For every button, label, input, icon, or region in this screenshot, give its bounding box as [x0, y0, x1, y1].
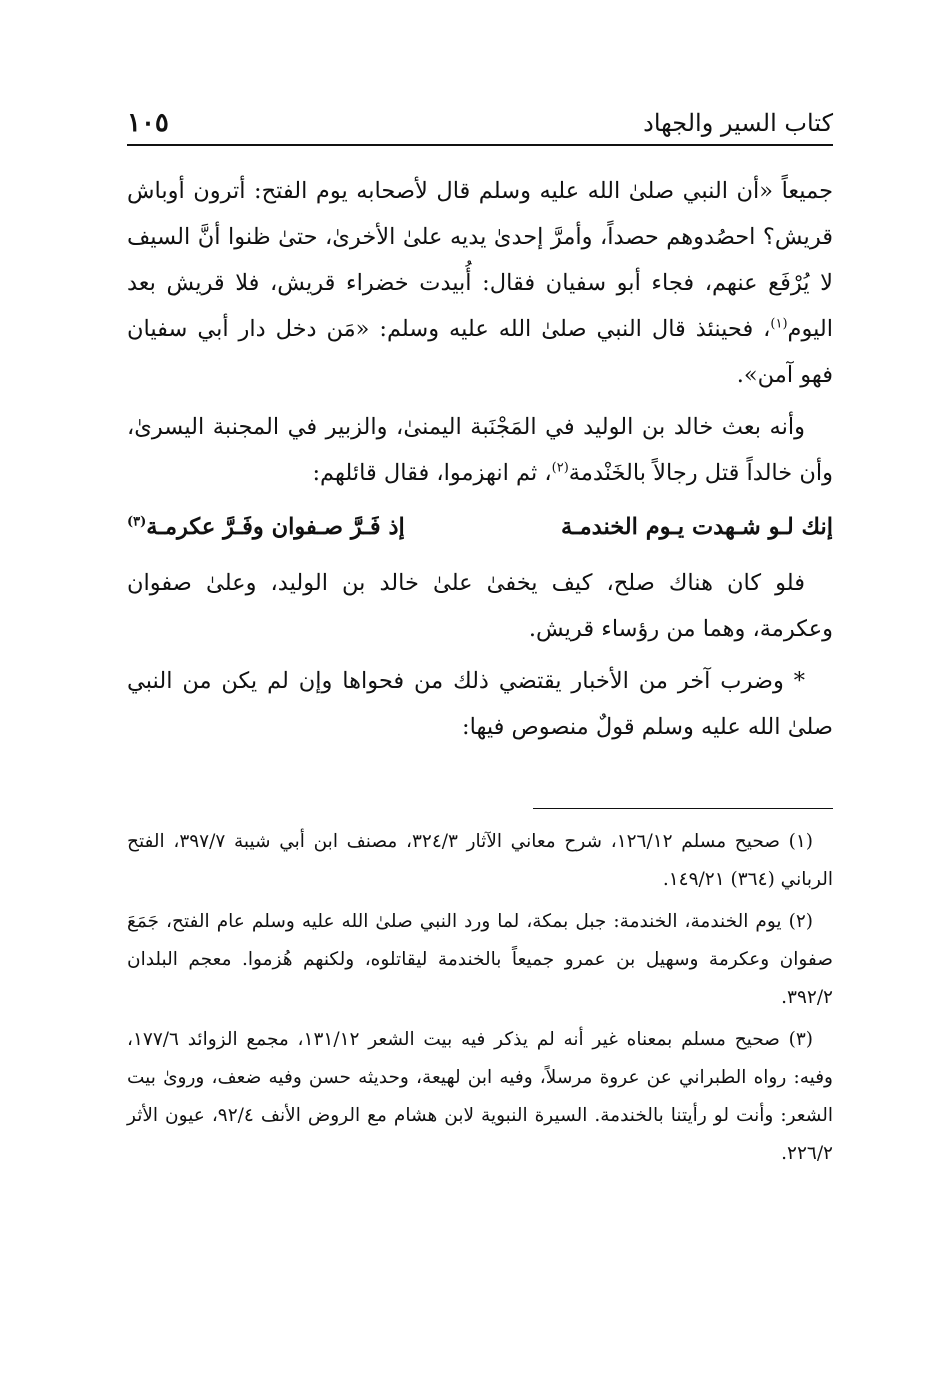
footnote: (١) صحيح مسلم ١٢٦/١٢، شرح معاني الآثار ٣٢٤/٣، مصنف ابن أبي شيبة ٣٩٧/٧، الفتح الرباني (٣٦٤) ١٤٩/٢١.: [127, 831, 833, 890]
paragraph: [127, 168, 833, 398]
verse-first-hemistich: إنك لـو شـهدت يـوم الخندمـة: [560, 514, 833, 540]
page-header: [127, 96, 833, 146]
footnote-reference: (٣): [127, 514, 147, 530]
footnote: (٢) يوم الخندمة، الخندمة: جبل بمكة، لما ورد النبي صلىٰ الله عليه وسلم عام الفتح، جَمَعَ صفوان وعكرمة وسهيل بن عمرو جميعاً بالخندمة ليقاتلوه، ولكنهم هُزموا. معجم البلدان ٣٩٢/٢.: [127, 911, 833, 1008]
verse-second-hemistich-text: إذ فَـرَّ صـفوان وفَـرَّ عكرمـة: [146, 514, 405, 540]
paragraph: [127, 404, 833, 496]
page-number: ١٠٥: [127, 108, 169, 138]
verse-second-hemistich: [127, 502, 405, 552]
footnote-separator: [533, 808, 833, 809]
paragraph: فلو كان هناك صلح، كيف يخفىٰ علىٰ خالد بن الوليد، وعلىٰ صفوان وعكرمة، وهما من رؤساء قريش.: [127, 570, 833, 642]
poem-verse: [127, 502, 833, 552]
footnote-reference: (١): [770, 316, 788, 332]
paragraph-text: ، ثم انهزموا، فقال قائلهم:: [312, 460, 552, 486]
paragraph-text: جميعاً «أن النبي صلىٰ الله عليه وسلم قال لأصحابه يوم الفتح: أترون أوباش قريش؟ احصُدوهم حصداً، وأمرَّ إحدىٰ يديه علىٰ الأخرىٰ، حتىٰ ظنوا أنَّ السيف لا يُرْفَع عنهم، فجاء أبو سفيان فقال: أُبيدت خضراء قريش، فلا قريش بعد اليوم: [127, 178, 833, 342]
book-page: [127, 96, 833, 1177]
paragraph: * وضرب آخر من الأخبار يقتضي ذلك من فحواها وإن لم يكن من النبي صلىٰ الله عليه وسلم قولٌ منصوص فيها:: [127, 668, 833, 740]
footnotes: [127, 823, 833, 1173]
footnote-reference: (٢): [551, 460, 569, 476]
paragraph-text: وأنه بعث خالد بن الوليد في المَجْنَبة اليمنىٰ، والزبير في المجنبة اليسرىٰ، وأن خالداً قتل رجالاً بالخَنْدمة: [127, 414, 833, 486]
footnote: (٣) صحيح مسلم بمعناه غير أنه لم يذكر فيه بيت الشعر ١٣١/١٢، مجمع الزوائد ١٧٧/٦، وفيه: رواه الطبراني عن عروة مرسلاً، وفيه ابن لهيعة، وحديثه حسن وفيه ضعف، وروىٰ بيت الشعر: وأنت لو رأيتنا بالخندمة. السيرة النبوية لابن هشام مع الروض الأنف ٩٢/٤، عيون الأثر ٢٢٦/٢.: [127, 1029, 833, 1164]
paragraph-text: ، فحينئذ قال النبي صلىٰ الله عليه وسلم: «مَن دخل دار أبي سفيان فهو آمن».: [127, 316, 833, 388]
running-title: كتاب السير والجهاد: [643, 109, 833, 137]
main-text: [127, 168, 833, 750]
